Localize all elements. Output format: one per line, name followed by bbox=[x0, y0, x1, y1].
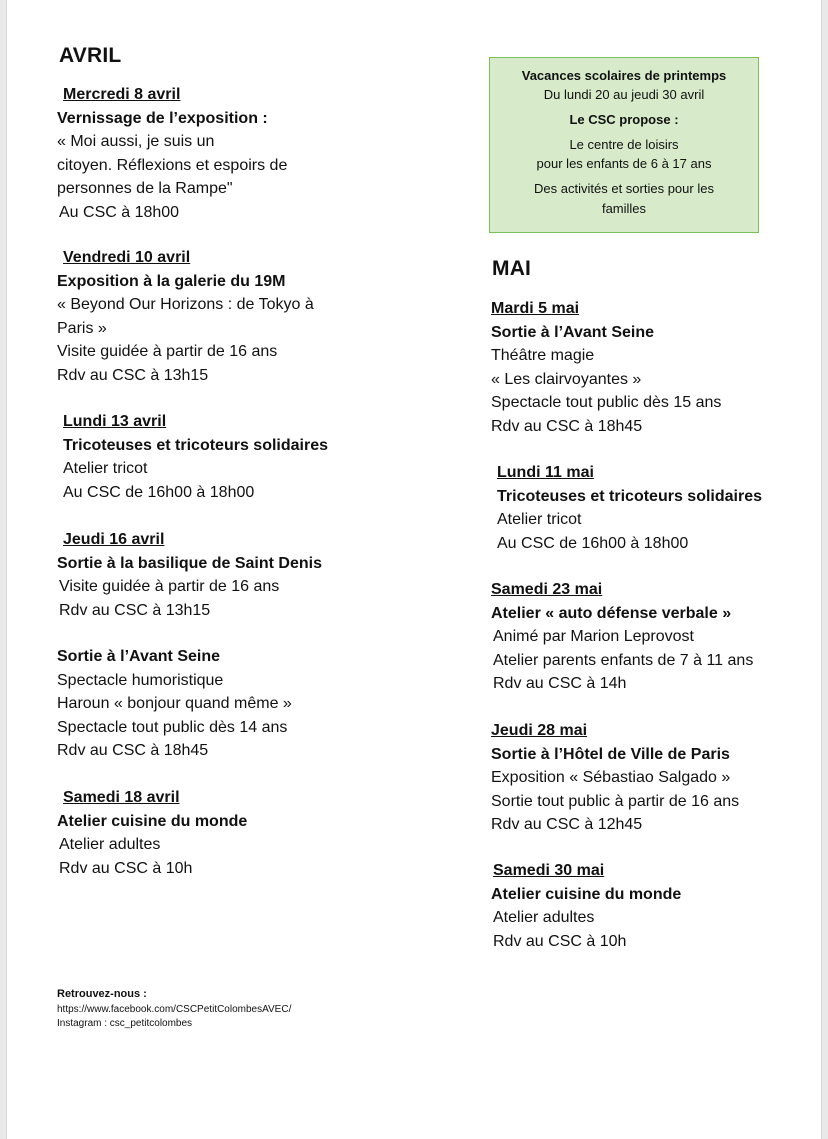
event-title: Tricoteuses et tricoteurs solidaires bbox=[63, 436, 328, 454]
event-line: Rdv au CSC à 10h bbox=[59, 859, 193, 877]
event-may-11 bbox=[491, 461, 762, 555]
event-line: Atelier adultes bbox=[493, 909, 595, 926]
contact-footer bbox=[57, 987, 291, 1031]
event-line: « Les clairvoyantes » bbox=[491, 370, 642, 388]
event-title: Atelier « auto défense verbale » bbox=[491, 604, 732, 622]
event-line: Rdv au CSC à 18h45 bbox=[57, 742, 209, 759]
event-may-5 bbox=[491, 297, 721, 438]
event-line: citoyen. Réflexions et espoirs de bbox=[57, 156, 288, 174]
event-line: Rdv au CSC à 18h45 bbox=[491, 417, 643, 435]
event-line: Au CSC de 16h00 à 18h00 bbox=[497, 534, 689, 552]
event-line: Rdv au CSC à 14h bbox=[493, 675, 627, 692]
event-title: Sortie à l’Hôtel de Ville de Paris bbox=[491, 745, 730, 763]
infobox-title: Vacances scolaires de printemps bbox=[521, 68, 727, 83]
event-title: Vernissage de l’exposition : bbox=[57, 109, 268, 127]
event-april-13 bbox=[57, 410, 328, 504]
event-line: Atelier tricot bbox=[497, 511, 582, 528]
event-date: Mardi 5 mai bbox=[491, 300, 580, 317]
event-line: Atelier tricot bbox=[63, 460, 148, 477]
infobox-line: pour les enfants de 6 à 17 ans bbox=[536, 156, 712, 171]
event-title: Sortie à l’Avant Seine bbox=[57, 648, 221, 665]
event-may-23 bbox=[491, 578, 753, 696]
event-april-8 bbox=[57, 83, 287, 224]
event-title: Atelier cuisine du monde bbox=[57, 812, 248, 830]
event-date: Jeudi 16 avril bbox=[63, 531, 165, 548]
facebook-link[interactable]: https://www.facebook.com/CSCPetitColombesAVEC/ bbox=[57, 1004, 292, 1015]
event-line: Visite guidée à partir de 16 ans bbox=[57, 343, 278, 360]
event-title: Tricoteuses et tricoteurs solidaires bbox=[497, 487, 762, 505]
footer-label: Retrouvez-nous : bbox=[57, 988, 147, 1000]
event-may-30 bbox=[491, 859, 681, 953]
event-line: « Beyond Our Horizons : de Tokyo à bbox=[57, 296, 314, 313]
event-line: Rdv au CSC à 13h15 bbox=[57, 366, 209, 384]
event-line: Spectacle humoristique bbox=[57, 671, 224, 689]
event-line: Animé par Marion Leprovost bbox=[493, 628, 694, 645]
event-date: Mercredi 8 avril bbox=[63, 86, 181, 103]
event-date: Vendredi 10 avril bbox=[63, 249, 191, 266]
event-april-18 bbox=[57, 786, 247, 880]
event-line: Rdv au CSC à 13h15 bbox=[59, 601, 211, 619]
event-date: Samedi 23 mai bbox=[491, 581, 603, 598]
event-line: Paris » bbox=[57, 319, 107, 337]
event-line: Rdv au CSC à 12h45 bbox=[491, 816, 643, 833]
event-line: Spectacle tout public dès 15 ans bbox=[491, 394, 722, 411]
event-may-28 bbox=[491, 719, 739, 837]
event-april-10 bbox=[57, 246, 314, 387]
event-title: Sortie à la basilique de Saint Denis bbox=[57, 554, 322, 572]
event-line: Atelier parents enfants de 7 à 11 ans bbox=[493, 651, 754, 669]
infobox-line: Des activités et sorties pour les bbox=[534, 181, 714, 196]
infobox-line: familles bbox=[601, 201, 647, 216]
may-heading: MAI bbox=[492, 257, 532, 280]
event-line: Haroun « bonjour quand même » bbox=[57, 695, 292, 712]
event-line: Spectacle tout public dès 14 ans bbox=[57, 718, 288, 736]
event-date: Lundi 11 mai bbox=[497, 464, 594, 481]
april-heading: AVRIL bbox=[59, 44, 122, 67]
event-line: Au CSC à 18h00 bbox=[59, 203, 180, 221]
school-holidays-box bbox=[489, 57, 759, 233]
infobox-line: Le centre de loisirs bbox=[569, 137, 679, 152]
event-line: Visite guidée à partir de 16 ans bbox=[59, 578, 280, 595]
event-date: Samedi 30 mai bbox=[493, 862, 605, 879]
instagram-handle: Instagram : csc_petitcolombes bbox=[57, 1018, 193, 1029]
event-title: Sortie à l’Avant Seine bbox=[491, 323, 655, 341]
event-line: Rdv au CSC à 10h bbox=[493, 932, 627, 950]
event-date: Jeudi 28 mai bbox=[491, 722, 588, 739]
document-page bbox=[6, 0, 822, 1139]
event-line: Théâtre magie bbox=[491, 347, 595, 364]
event-avant-seine-april bbox=[57, 645, 292, 763]
event-line: personnes de la Rampe" bbox=[57, 180, 233, 197]
event-title: Atelier cuisine du monde bbox=[491, 885, 682, 903]
event-line: Sortie tout public à partir de 16 ans bbox=[491, 792, 740, 810]
event-line: « Moi aussi, je suis un bbox=[57, 133, 215, 150]
infobox-propose: Le CSC propose : bbox=[569, 112, 679, 127]
event-line: Exposition « Sébastiao Salgado » bbox=[491, 769, 731, 786]
infobox-dates: Du lundi 20 au jeudi 30 avril bbox=[543, 87, 705, 102]
event-april-16 bbox=[57, 528, 322, 622]
event-date: Samedi 18 avril bbox=[63, 789, 180, 806]
event-date: Lundi 13 avril bbox=[63, 413, 167, 430]
event-line: Au CSC de 16h00 à 18h00 bbox=[63, 483, 255, 501]
event-line: Atelier adultes bbox=[59, 836, 161, 853]
event-title: Exposition à la galerie du 19M bbox=[57, 272, 286, 290]
